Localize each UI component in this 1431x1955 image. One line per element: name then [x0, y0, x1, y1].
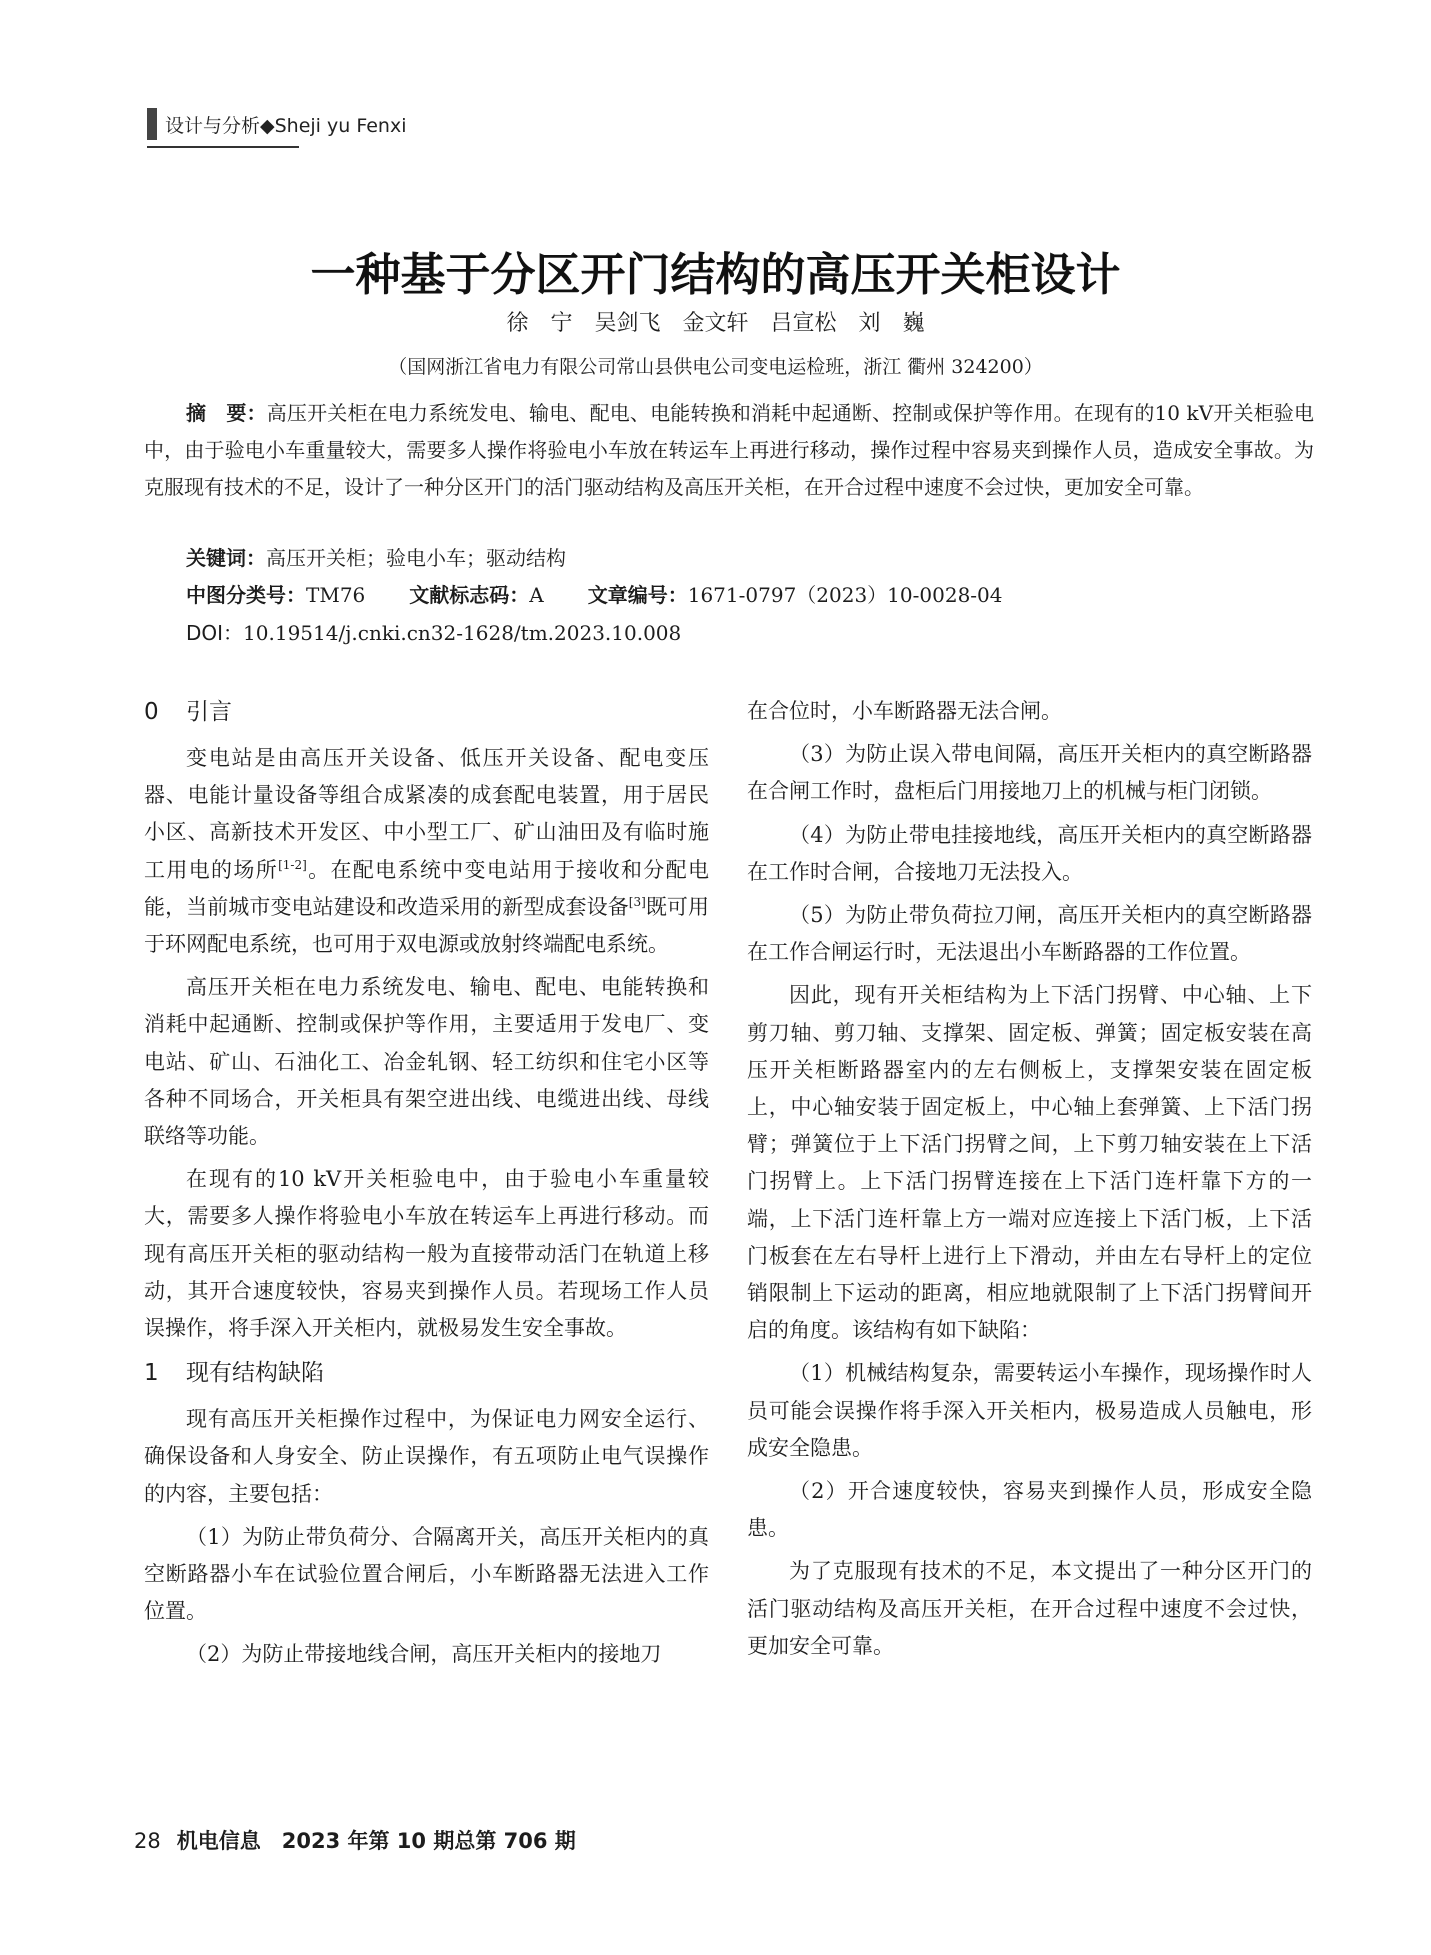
page-footer	[134, 1825, 576, 1855]
paper-title: 一种基于分区开门结构的高压开关柜设计	[310, 248, 1121, 301]
right-column	[747, 693, 1312, 1671]
header-underline	[147, 146, 299, 148]
article-number-label: 文章编号：	[587, 583, 688, 607]
header-marker-bar	[147, 108, 157, 140]
paragraph: 现有高压开关柜操作过程中，为保证电力网安全运行、确保设备和人身安全、防止误操作，有五项防止电气误操作的内容，主要包括：	[144, 1407, 709, 1506]
paragraph: （5）为防止带负荷拉刀闸，高压开关柜内的真空断路器在工作合闸运行时，无法退出小车断路器的工作位置。	[747, 903, 1312, 965]
classification	[186, 579, 1003, 608]
paragraph: （3）为防止误入带电间隔，高压开关柜内的真空断路器在合闸工作时，盘柜后门用接地刀上的机械与柜门闭锁。	[747, 742, 1312, 804]
paragraph: 在合位时，小车断路器无法合闸。	[747, 699, 1062, 723]
paragraph: 高压开关柜在电力系统发电、输电、配电、电能转换和消耗中起通断、控制或保护等作用，主要适用于发电厂、变电站、矿山、石油化工、冶金轧钢、轻工纺织和住宅小区等各种不同场合，开关柜具有架空进出线、电缆进出线、母线联络等功能。	[144, 975, 709, 1149]
abstract	[144, 395, 1314, 506]
section-header	[147, 108, 406, 140]
citation: [1-2]	[278, 857, 307, 872]
paragraph: （2）开合速度较快，容易夹到操作人员，形成安全隐患。	[747, 1479, 1312, 1541]
keywords-text: 高压开关柜；验电小车；驱动结构	[266, 546, 566, 570]
section-number: 0	[144, 699, 159, 725]
clc-value: TM76	[306, 583, 366, 607]
paragraph: （1）机械结构复杂，需要转运小车操作，现场操作时人员可能会误操作将手深入开关柜内，极易造成人员触电，形成安全隐患。	[747, 1361, 1312, 1460]
paragraph	[144, 740, 709, 963]
section-title: 引言	[186, 699, 232, 725]
affiliation: （国网浙江省电力有限公司常山县供电公司变电运检班，浙江 衢州 324200）	[388, 356, 1043, 378]
clc-label: 中图分类号：	[186, 583, 306, 607]
paragraph: 为了克服现有技术的不足，本文提出了一种分区开门的活门驱动结构及高压开关柜，在开合过程中速度不会过快，更加安全可靠。	[747, 1559, 1312, 1658]
keywords-label: 关键词：	[186, 546, 266, 570]
journal-info: 机电信息 2023 年第 10 期总第 706 期	[176, 1829, 576, 1853]
doi-label: DOI：	[186, 621, 244, 645]
paragraph: 在现有的10 kV开关柜验电中，由于验电小车重量较大，需要多人操作将验电小车放在转运车上再进行移动。而现有高压开关柜的驱动结构一般为直接带动活门在轨道上移动，其开合速度较快，容易夹到操作人员。若现场工作人员误操作，将手深入开关柜内，就极易发生安全事故。	[144, 1167, 709, 1341]
header-label: 设计与分析◆Sheji yu Fenxi	[165, 114, 407, 137]
authors: 徐 宁 吴剑飞 金文轩 吕宣松 刘 巍	[506, 311, 925, 336]
abstract-text: 高压开关柜在电力系统发电、输电、配电、电能转换和消耗中起通断、控制或保护等作用。在现有的10 kV开关柜验电中，由于验电小车重量较大，需要多人操作将验电小车放在转运车上再进行移动，操作过程中容易夹到操作人员，造成安全事故。为克服现有技术的不足，设计了一种分区开门的活门驱动结构及高压开关柜，在开合过程中速度不会过快，更加安全可靠。	[144, 401, 1314, 499]
left-column	[144, 690, 709, 1680]
abstract-label: 摘 要：	[186, 401, 267, 425]
paragraph-text: 变电站是由高压开关设备、低压开关设备、配电变压器、电能计量设备等组合成紧凑的成套配电装置，用于居民小区、高新技术开发区、中小型工厂、矿山油田及有临时施工用电的场所	[144, 746, 709, 882]
doc-code-label: 文献标志码：	[409, 583, 530, 607]
doi	[186, 617, 681, 646]
doi-value: 10.19514/j.cnki.cn32-1628/tm.2023.10.008	[243, 621, 682, 645]
paragraph: （4）为防止带电挂接地线，高压开关柜内的真空断路器在工作时合闸，合接地刀无法投入。	[747, 822, 1312, 884]
paragraph: （1）为防止带负荷分、合隔离开关，高压开关柜内的真空断路器小车在试验位置合闸后，小车断路器无法进入工作位置。	[144, 1524, 709, 1624]
citation: [3]	[628, 894, 646, 909]
paragraph-text: 既可用于环网配电系统，也可用于双电源或放射终端配电系统。	[144, 894, 710, 957]
article-number-value: 1671-0797（2023）10-0028-04	[687, 583, 1003, 607]
paragraph: （2）为防止带接地线合闸，高压开关柜内的接地刀	[186, 1642, 662, 1667]
section-title: 现有结构缺陷	[186, 1360, 324, 1387]
section-heading-0	[144, 692, 709, 732]
paragraph: 因此，现有开关柜结构为上下活门拐臂、中心轴、上下剪刀轴、剪刀轴、支撑架、固定板、弹簧；固定板安装在高压开关柜断路器室内的左右侧板上，支撑架安装在固定板上，中心轴安装于固定板上，中心轴上套弹簧、上下活门拐臂；弹簧位于上下活门拐臂之间，上下剪刀轴安装在上下活门拐臂上。上下活门拐臂连接在上下活门连杆靠下方的一端，上下活门连杆靠上方一端对应连接上下活门板，上下活门板套在左右导杆上进行上下滑动，并由左右导杆上的定位销限制上下运动的距离，相应地就限制了上下活门拐臂间开启的角度。该结构有如下缺陷：	[747, 983, 1312, 1343]
section-heading-1	[144, 1353, 709, 1393]
section-number: 1	[144, 1360, 159, 1387]
page-number: 28	[134, 1829, 161, 1853]
paragraph-text: 。在配电系统中变电站用于接收和分配电能，当前城市变电站建设和改造采用的新型成套设备	[144, 857, 709, 919]
doc-code-value: A	[529, 583, 544, 607]
keywords	[186, 542, 566, 571]
